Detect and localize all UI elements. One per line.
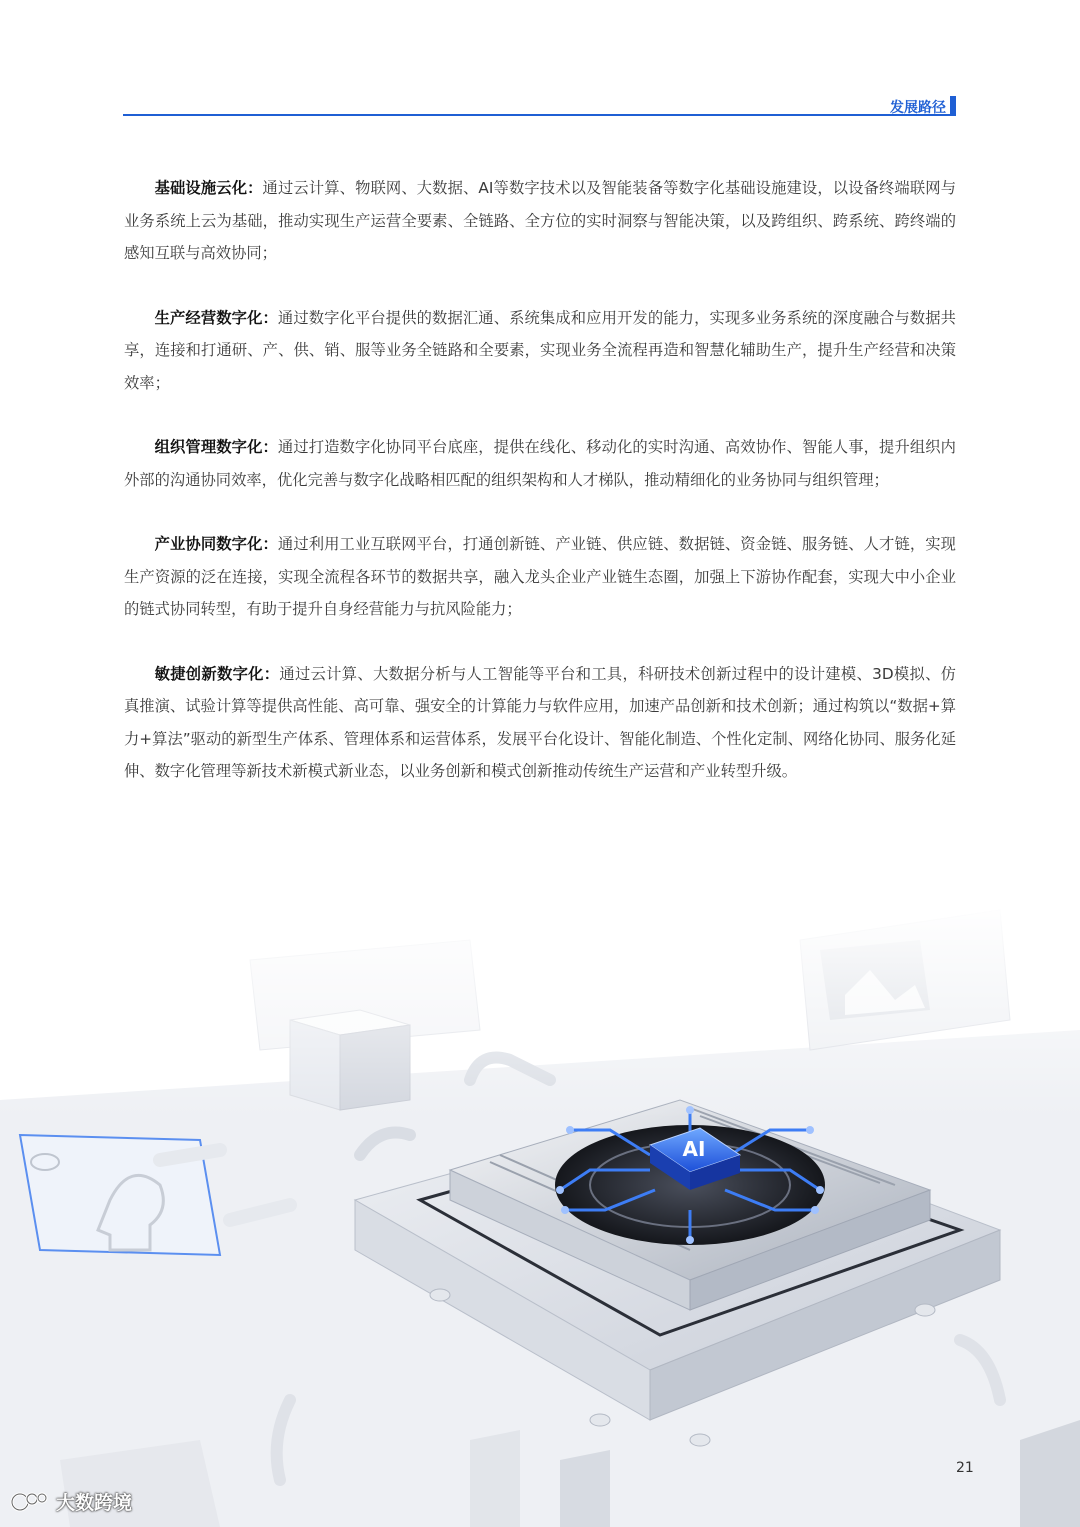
watermark: [10, 1488, 132, 1515]
paragraph-lead: 敏捷创新数字化：: [154, 664, 280, 683]
paragraph-lead: 产业协同数字化：: [154, 535, 278, 553]
paragraph-text: 通过数字化平台提供的数据汇通、系统集成和应用开发的能力，实现多业务系统的深度融合与数据共享，连接和打通研、产、供、销、服等业务全链路和全要素，实现业务全流程再造和智慧化辅助生产，提升生产经营和决策效率；: [124, 308, 956, 392]
paragraph-lead: 组织管理数字化：: [154, 438, 278, 456]
page-number: 21: [956, 1460, 974, 1476]
paragraph-lead: 生产经营数字化：: [154, 308, 278, 327]
watermark-logo-icon: [10, 1489, 50, 1515]
paragraph-infrastructure: [124, 172, 956, 270]
section-title: 发展路径: [890, 100, 946, 116]
body-text: [124, 172, 956, 820]
section-marker: [950, 96, 956, 116]
watermark-text: 大数跨境: [56, 1492, 133, 1514]
paragraph-lead: 基础设施云化：: [154, 179, 263, 197]
paragraph-text: 通过打造数字化协同平台底座，提供在线化、移动化的实时沟通、高效协作、智能人事，提升组织内外部的沟通协同效率，优化完善与数字化战略相匹配的组织架构和人才梯队，推动精细化的业务协同与组织管理；: [124, 438, 956, 489]
paragraph-organization: [124, 431, 956, 496]
paragraph-text: 通过利用工业互联网平台，打通创新链、产业链、供应链、数据链、资金链、服务链、人才链，实现生产资源的泛在连接，实现全流程各环节的数据共享，融入龙头企业产业链生态圈，加强上下游协作配套，实现大中小企业的链式协同转型，有助于提升自身经营能力与抗风险能力；: [124, 535, 956, 618]
paragraph-production: [124, 302, 956, 400]
paragraph-innovation: [124, 658, 956, 788]
ai-chip-illustration: [0, 900, 1080, 1527]
header-rule: [123, 114, 955, 116]
paragraph-text: 通过云计算、大数据分析与人工智能等平台和工具，科研技术创新过程中的设计建模、3D模拟、仿真推演、试验计算等提供高性能、高可靠、强安全的计算能力与软件应用，加速产品创新和技术创新；通过构筑以“数据+算力+算法”驱动的新型生产体系、管理体系和运营体系，发展平台化设计、智能化制造、个性化定制、网络化协同、服务化延伸、数字化管理等新技术新模式新业态，以业务创新和模式创新推动传统生产运营和产业转型升级。: [124, 664, 956, 780]
paragraph-text: 通过云计算、物联网、大数据、AI等数字技术以及智能装备等数字化基础设施建设，以设备终端联网与业务系统上云为基础，推动实现生产运营全要素、全链路、全方位的实时洞察与智能决策，以及跨组织、跨系统、跨终端的感知互联与高效协同；: [124, 179, 956, 262]
paragraph-industry: [124, 528, 956, 626]
